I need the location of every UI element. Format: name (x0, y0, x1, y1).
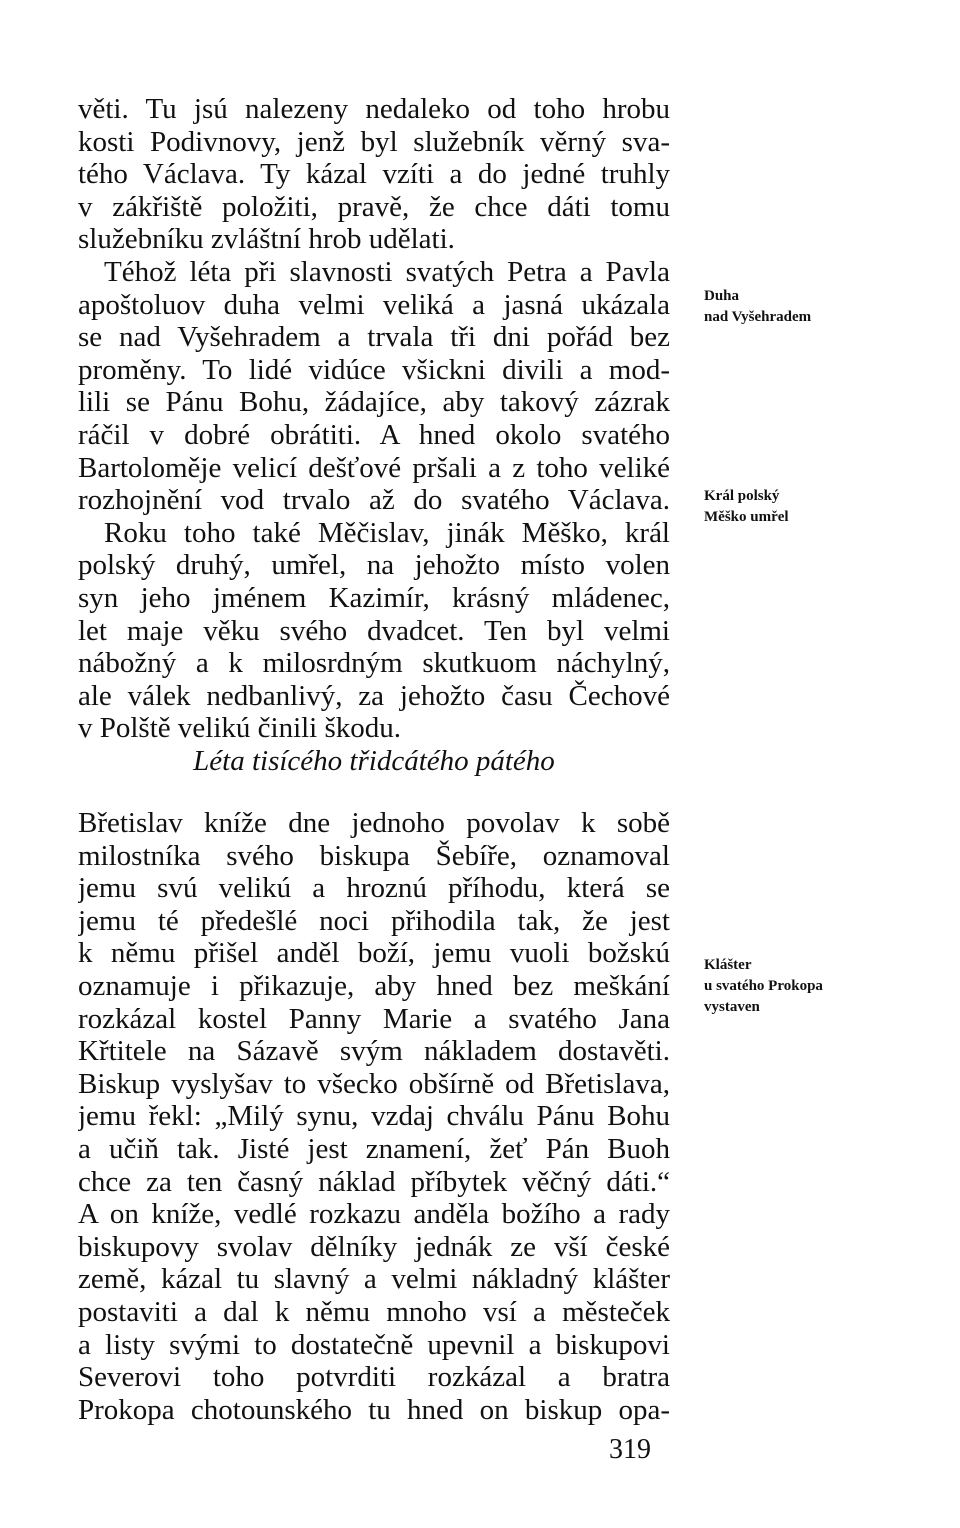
text-line: jemu řekl: „Milý synu, vzdaj chválu Pánu Bohu (78, 1100, 670, 1133)
text-line: postaviti a dal k němu mnoho vsí a městeček (78, 1295, 670, 1328)
text-line: Křtitele na Sázavě svým nákladem dostavěti. (78, 1035, 670, 1068)
text-line: Bartoloměje velicí dešťové pršali a z toho veliké (78, 451, 670, 484)
text-line: lili se Pánu Bohu, žádajíce, aby takový zázrak (78, 386, 670, 419)
text-line: k němu přišel anděl boží, jemu vuoli božskú (78, 937, 670, 970)
margin-note-line: vystaven (704, 999, 760, 1015)
text-line: Prokopa chotounského tu hned on biskup opa- (78, 1393, 670, 1426)
text-line: jemu svú velikú a hroznú příhodu, která se (78, 872, 670, 905)
main-text-bottom (78, 807, 670, 1426)
text-line: Biskup vyslyšav to všecko obšírně od Břetislava, (78, 1067, 670, 1100)
text-line: nábožný a k milosrdným skutkuom náchylný, (78, 647, 670, 680)
text-line: služebníku zvláštní hrob udělati. (78, 223, 455, 256)
margin-note-line: Duha (704, 288, 740, 304)
text-line: let maje věku svého dvadcet. Ten byl velmi (78, 614, 670, 647)
text-line: v zákřiště položiti, pravě, že chce dáti tomu (78, 190, 670, 223)
page-number: 319 (609, 1434, 651, 1465)
text-line: a učiň tak. Jisté jest znamení, žeť Pán Buoh (78, 1132, 670, 1165)
text-line: kosti Podivnovy, jenž byl služebník věrný sva- (78, 125, 670, 158)
text-line: se nad Vyšehradem a trvala tři dni pořád bez (78, 321, 670, 354)
text-line: v Polště velikú činili škodu. (78, 712, 402, 745)
text-line: chce za ten časný náklad příbytek věčný dáti.“ (78, 1165, 670, 1198)
margin-note-monastery (704, 955, 924, 1018)
text-line: oznamuje i přikazuje, aby hned bez meškání (78, 969, 670, 1002)
margin-note-polish-king (704, 486, 924, 528)
margin-note-line: nad Vyšehradem (704, 309, 812, 325)
text-line: ráčil v dobré obrátiti. A hned okolo svatého (78, 418, 670, 451)
text-line: ale válek nedbanlivý, za jehožto času Čechové (78, 679, 670, 712)
text-line: polský druhý, umřel, na jehožto místo volen (78, 549, 670, 582)
section-heading: Léta tisícého třidcátého pátého (193, 745, 555, 777)
text-line: Severovi toho potvrditi rozkázal a bratra (78, 1361, 670, 1394)
margin-note-line: u svatého Prokopa (704, 978, 823, 994)
text-line: rozhojnění vod trvalo až do svatého Václava. (78, 484, 670, 517)
text-line: biskupovy svolav dělníky jednák ze vší české (78, 1230, 670, 1263)
text-line: tého Václava. Ty kázal vzíti a do jedné truhly (78, 158, 670, 191)
text-line: jemu té předešlé noci přihodila tak, že jest (78, 904, 670, 937)
text-line: milostníka svého biskupa Šebíře, oznamoval (78, 839, 670, 872)
text-line: Roku toho také Měčislav, jinák Měško, král (104, 516, 670, 549)
text-line: země, kázal tu slavný a velmi nákladný klášter (78, 1263, 670, 1296)
text-line: proměny. To lidé vidúce všickni divili a mod- (78, 353, 670, 386)
text-line: syn jeho jménem Kazimír, krásný mládenec, (78, 581, 670, 614)
text-line: Téhož léta při slavnosti svatých Petra a Pavla (104, 255, 670, 288)
text-line: A on kníže, vedlé rozkazu anděla božího a rady (78, 1198, 670, 1231)
margin-note-rainbow (704, 286, 924, 328)
margin-note-line: Měško umřel (704, 509, 789, 525)
main-text-top (78, 93, 670, 745)
text-line: věti. Tu jsú nalezeny nedaleko od toho hrobu (78, 93, 670, 125)
text-line: Břetislav kníže dne jednoho povolav k sobě (78, 807, 670, 839)
text-line: a listy svými to dostatečně upevnil a biskupovi (78, 1328, 670, 1361)
text-line: rozkázal kostel Panny Marie a svatého Jana (78, 1002, 670, 1035)
margin-note-line: Klášter (704, 957, 752, 973)
text-line: apoštoluov duha velmi veliká a jasná ukázala (78, 288, 670, 321)
margin-note-line: Král polský (704, 488, 780, 504)
